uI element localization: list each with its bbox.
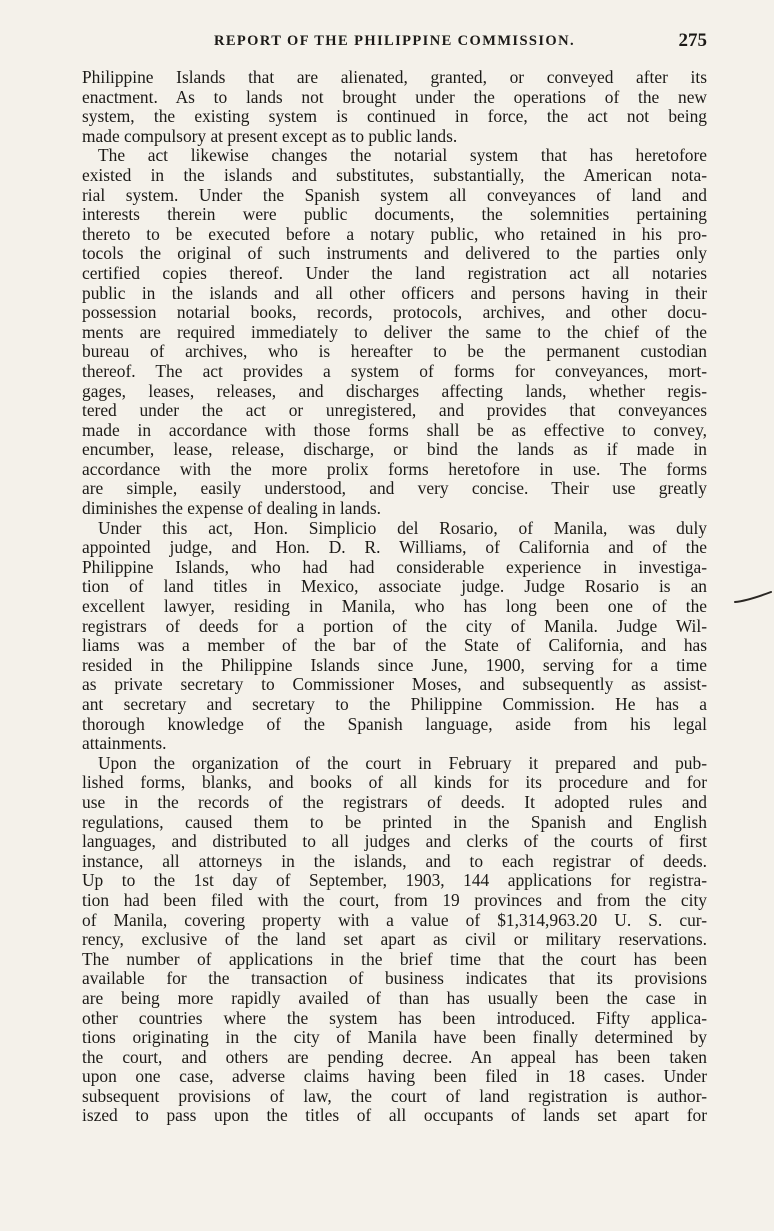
text-line: iszed to pass upon the titles of all occupants of lands set apart for — [82, 1105, 707, 1126]
text-line: tered under the act or unregistered, and provides that conveyances — [82, 400, 707, 421]
text-line: enactment. As to lands not brought under the operations of the new — [82, 86, 707, 107]
text-line: accordance with the more prolix forms heretofore in use. The forms — [82, 458, 707, 479]
text-line: The number of applications in the brief time that the court has been — [82, 948, 707, 969]
text-line: Under this act, Hon. Simplicio del Rosario, of Manila, was duly — [98, 517, 707, 538]
margin-pencil-mark — [733, 588, 773, 608]
paragraph — [82, 754, 707, 1126]
text-line: Philippine Islands, who had had considerable experience in investiga- — [82, 556, 707, 577]
text-line: diminishes the expense of dealing in lands. — [82, 498, 381, 519]
text-line: upon one case, adverse claims having been filed in 18 cases. Under — [82, 1066, 707, 1087]
text-line: registrars of deeds for a portion of the city of Manila. Judge Wil- — [82, 615, 707, 636]
running-head — [82, 30, 707, 54]
text-line: use in the records of the registrars of deeds. It adopted rules and — [82, 791, 707, 812]
text-line: the court, and others are pending decree. An appeal has been taken — [82, 1046, 707, 1067]
text-line: resided in the Philippine Islands since June, 1900, serving for a time — [82, 654, 707, 675]
text-line: bureau of archives, who is hereafter to be the permanent custodian — [82, 341, 707, 362]
text-line: interests therein were public documents, the solemnities pertaining — [82, 204, 707, 225]
text-line: rency, exclusive of the land set apart as civil or military reservations. — [82, 929, 707, 950]
text-line: are simple, easily understood, and very concise. Their use greatly — [82, 478, 707, 499]
page-number: 275 — [678, 30, 707, 51]
text-line: subsequent provisions of law, the court of land registration is author- — [82, 1085, 707, 1106]
text-line: regulations, caused them to be printed in the Spanish and English — [82, 811, 707, 832]
text-line: rial system. Under the Spanish system all conveyances of land and — [82, 184, 707, 205]
text-line: tocols the original of such instruments and delivered to the parties only — [82, 243, 707, 264]
text-line: lished forms, blanks, and books of all kinds for its procedure and for — [82, 772, 707, 793]
text-line: made in accordance with those forms shall be as effective to convey, — [82, 419, 707, 440]
running-title: REPORT OF THE PHILIPPINE COMMISSION. — [213, 33, 575, 49]
text-line: other countries where the system has been introduced. Fifty applica- — [82, 1007, 707, 1028]
text-line: are being more rapidly availed of than has usually been the case in — [82, 987, 707, 1008]
text-line: thorough knowledge of the Spanish language, aside from his legal — [82, 713, 707, 734]
text-line: made compulsory at present except as to public lands. — [82, 125, 458, 146]
text-line: encumber, lease, release, discharge, or bind the lands as if made in — [82, 439, 707, 460]
text-line: thereto to be executed before a notary public, who retained in his pro- — [82, 223, 707, 244]
text-line: Up to the 1st day of September, 1903, 144 applications for registra- — [82, 870, 707, 891]
text-line: appointed judge, and Hon. D. R. Williams, of California and of the — [82, 537, 707, 558]
paragraph — [82, 146, 707, 518]
text-line: Upon the organization of the court in February it prepared and pub- — [98, 752, 707, 773]
text-line: existed in the islands and substitutes, substantially, the American nota- — [82, 164, 707, 185]
text-line: tion had been filed with the court, from 19 provinces and from the city — [82, 889, 707, 910]
text-line: The act likewise changes the notarial system that has heretofore — [98, 145, 707, 166]
text-line: excellent lawyer, residing in Manila, who has long been one of the — [82, 596, 707, 617]
text-line: Philippine Islands that are alienated, granted, or conveyed after its — [82, 67, 707, 87]
text-line: tion of land titles in Mexico, associate judge. Judge Rosario is an — [82, 576, 707, 597]
text-line: tions originating in the city of Manila have been finally determined by — [82, 1027, 707, 1048]
text-line: languages, and distributed to all judges and clerks of the courts of first — [82, 831, 707, 852]
text-line: as private secretary to Commissioner Moses, and subsequently as assist- — [82, 674, 707, 695]
text-line: system, the existing system is continued in force, the act not being — [82, 106, 707, 127]
paragraph — [82, 68, 707, 146]
text-line: available for the transaction of business indicates that its provisions — [82, 968, 707, 989]
text-line: thereof. The act provides a system of forms for conveyances, mort- — [82, 360, 707, 381]
paragraph — [82, 519, 707, 754]
text-line: instance, all attorneys in the islands, and to each registrar of deeds. — [82, 850, 707, 871]
text-line: liams was a member of the bar of the State of California, and has — [82, 635, 707, 656]
text-line: public in the islands and all other officers and persons having in their — [82, 282, 707, 303]
text-line: of Manila, covering property with a value of $1,314,963.20 U. S. cur- — [82, 909, 707, 930]
text-line: gages, leases, releases, and discharges affecting lands, whether regis- — [82, 380, 707, 401]
text-line: ments are required immediately to deliver the same to the chief of the — [82, 321, 707, 342]
text-line: attainments. — [82, 733, 167, 754]
body-text — [82, 68, 707, 1126]
text-line: ant secretary and secretary to the Philippine Commission. He has a — [82, 694, 707, 714]
text-line: certified copies thereof. Under the land registration act all notaries — [82, 262, 707, 283]
text-line: possession notarial books, records, protocols, archives, and other docu- — [82, 302, 707, 323]
